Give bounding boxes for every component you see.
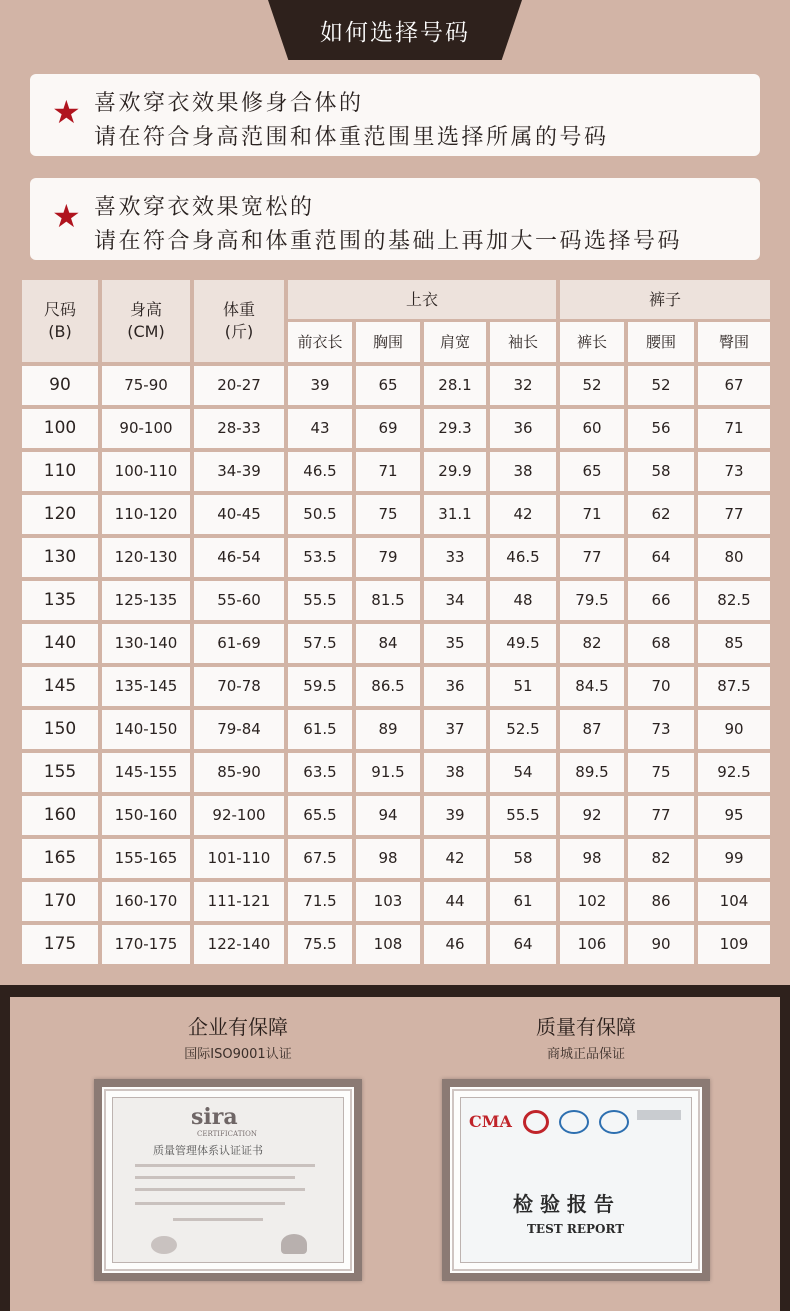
table-cell: 108 [356, 925, 420, 964]
table-cell: 110-120 [102, 495, 190, 534]
table-cell: 75 [356, 495, 420, 534]
header-pants: 裤子 [560, 280, 770, 319]
table-cell: 111-121 [194, 882, 284, 921]
ilac-logo-icon [559, 1110, 589, 1134]
size-cell: 90 [22, 366, 98, 405]
table-cell: 122-140 [194, 925, 284, 964]
table-cell: 82.5 [698, 581, 770, 620]
table-cell: 81.5 [356, 581, 420, 620]
table-cell: 94 [356, 796, 420, 835]
guarantee-section [0, 985, 790, 1311]
table-cell: 103 [356, 882, 420, 921]
table-cell: 155-165 [102, 839, 190, 878]
table-cell: 95 [698, 796, 770, 835]
table-cell: 43 [288, 409, 352, 448]
table-cell: 79 [356, 538, 420, 577]
table-cell: 130-140 [102, 624, 190, 663]
table-cell: 82 [560, 624, 624, 663]
table-cell: 87 [560, 710, 624, 749]
table-cell: 104 [698, 882, 770, 921]
table-cell: 90-100 [102, 409, 190, 448]
table-cell: 32 [490, 366, 556, 405]
header-weight: 体重 (斤) [194, 280, 284, 362]
table-cell: 46-54 [194, 538, 284, 577]
table-cell: 98 [356, 839, 420, 878]
table-cell: 71 [356, 452, 420, 491]
cert-logo: CMA [469, 1112, 512, 1131]
size-cell: 100 [22, 409, 98, 448]
size-cell: 145 [22, 667, 98, 706]
table-cell: 90 [628, 925, 694, 964]
table-cell: 140-150 [102, 710, 190, 749]
table-cell: 92.5 [698, 753, 770, 792]
table-cell: 65 [560, 452, 624, 491]
table-cell: 44 [424, 882, 486, 921]
table-cell: 170-175 [102, 925, 190, 964]
table-cell: 77 [628, 796, 694, 835]
table-cell: 77 [560, 538, 624, 577]
table-cell: 58 [628, 452, 694, 491]
table-cell: 64 [628, 538, 694, 577]
table-cell: 46.5 [490, 538, 556, 577]
table-cell: 92-100 [194, 796, 284, 835]
table-cell: 75-90 [102, 366, 190, 405]
table-cell: 62 [628, 495, 694, 534]
guarantee-title: 质量有保障 [536, 1015, 636, 1039]
size-cell: 175 [22, 925, 98, 964]
table-cell: 67 [698, 366, 770, 405]
subheader-cell: 胸围 [356, 322, 420, 362]
table-cell: 66 [628, 581, 694, 620]
note-line: 喜欢穿衣效果修身合体的 [94, 91, 364, 116]
table-cell: 82 [628, 839, 694, 878]
table-cell: 40-45 [194, 495, 284, 534]
note-line: 请在符合身高范围和体重范围里选择所属的号码 [94, 125, 609, 150]
iso-certificate-image [94, 1079, 362, 1281]
subheader-cell: 裤长 [560, 322, 624, 362]
size-cell: 155 [22, 753, 98, 792]
size-cell: 130 [22, 538, 98, 577]
table-cell: 42 [424, 839, 486, 878]
table-cell: 29.3 [424, 409, 486, 448]
table-cell: 71 [698, 409, 770, 448]
table-cell: 69 [356, 409, 420, 448]
table-cell: 67.5 [288, 839, 352, 878]
size-cell: 170 [22, 882, 98, 921]
cert-logo: sira [191, 1104, 238, 1130]
test-report-image [442, 1079, 710, 1281]
size-cell: 135 [22, 581, 98, 620]
table-cell: 80 [698, 538, 770, 577]
table-cell: 50.5 [288, 495, 352, 534]
table-cell: 150-160 [102, 796, 190, 835]
table-cell: 70-78 [194, 667, 284, 706]
table-cell: 64 [490, 925, 556, 964]
table-cell: 37 [424, 710, 486, 749]
table-cell: 135-145 [102, 667, 190, 706]
table-cell: 31.1 [424, 495, 486, 534]
table-cell: 58 [490, 839, 556, 878]
table-cell: 53.5 [288, 538, 352, 577]
table-cell: 61 [490, 882, 556, 921]
table-cell: 57.5 [288, 624, 352, 663]
table-cell: 60 [560, 409, 624, 448]
table-cell: 34 [424, 581, 486, 620]
table-cell: 125-135 [102, 581, 190, 620]
table-cell: 75 [628, 753, 694, 792]
table-cell: 33 [424, 538, 486, 577]
star-icon: ★ [52, 197, 81, 235]
table-cell: 73 [698, 452, 770, 491]
cnas-logo-icon [599, 1110, 629, 1134]
table-cell: 70 [628, 667, 694, 706]
table-cell: 55.5 [288, 581, 352, 620]
guarantee-subtitle: 国际ISO9001认证 [184, 1047, 292, 1062]
table-cell: 89.5 [560, 753, 624, 792]
guarantee-title: 企业有保障 [188, 1015, 288, 1039]
table-cell: 84 [356, 624, 420, 663]
table-cell: 34-39 [194, 452, 284, 491]
table-cell: 90 [698, 710, 770, 749]
size-cell: 140 [22, 624, 98, 663]
cert-heading: 质量管理体系认证证书 [153, 1144, 263, 1157]
table-cell: 36 [490, 409, 556, 448]
cal-logo-icon [523, 1110, 549, 1134]
table-cell: 75.5 [288, 925, 352, 964]
header-size: 尺码 (B) [22, 280, 98, 362]
table-cell: 120-130 [102, 538, 190, 577]
table-cell: 101-110 [194, 839, 284, 878]
table-cell: 28-33 [194, 409, 284, 448]
table-cell: 39 [288, 366, 352, 405]
table-cell: 73 [628, 710, 694, 749]
table-cell: 49.5 [490, 624, 556, 663]
table-cell: 71.5 [288, 882, 352, 921]
header-height: 身高 (CM) [102, 280, 190, 362]
table-cell: 68 [628, 624, 694, 663]
size-cell: 165 [22, 839, 98, 878]
table-cell: 145-155 [102, 753, 190, 792]
table-cell: 65.5 [288, 796, 352, 835]
cert-sub: TEST REPORT [527, 1222, 625, 1236]
fit-note-loose [30, 178, 760, 260]
table-cell: 38 [490, 452, 556, 491]
table-cell: 55-60 [194, 581, 284, 620]
table-cell: 36 [424, 667, 486, 706]
table-cell: 160-170 [102, 882, 190, 921]
table-cell: 51 [490, 667, 556, 706]
table-cell: 61-69 [194, 624, 284, 663]
table-cell: 86 [628, 882, 694, 921]
table-cell: 79.5 [560, 581, 624, 620]
table-cell: 85 [698, 624, 770, 663]
subheader-cell: 袖长 [490, 322, 556, 362]
table-cell: 99 [698, 839, 770, 878]
note-line: 喜欢穿衣效果宽松的 [94, 195, 315, 220]
subheader-cell: 前衣长 [288, 322, 352, 362]
table-cell: 38 [424, 753, 486, 792]
size-cell: 160 [22, 796, 98, 835]
guarantee-subtitle: 商城正品保证 [546, 1047, 625, 1062]
table-cell: 84.5 [560, 667, 624, 706]
table-cell: 87.5 [698, 667, 770, 706]
table-cell: 52.5 [490, 710, 556, 749]
iaf-logo-icon [281, 1234, 307, 1254]
table-cell: 54 [490, 753, 556, 792]
table-cell: 52 [628, 366, 694, 405]
table-cell: 20-27 [194, 366, 284, 405]
size-cell: 110 [22, 452, 98, 491]
size-cell: 150 [22, 710, 98, 749]
table-cell: 89 [356, 710, 420, 749]
seal-icon [151, 1236, 177, 1254]
table-cell: 42 [490, 495, 556, 534]
table-cell: 52 [560, 366, 624, 405]
page-title: 如何选择号码 [320, 20, 470, 46]
table-cell: 85-90 [194, 753, 284, 792]
table-cell: 46.5 [288, 452, 352, 491]
table-cell: 91.5 [356, 753, 420, 792]
table-cell: 92 [560, 796, 624, 835]
cert-sub: CERTIFICATION [197, 1130, 257, 1138]
subheader-cell: 腰围 [628, 322, 694, 362]
cert-heading: 检 验 报 告 [513, 1192, 614, 1216]
table-cell: 61.5 [288, 710, 352, 749]
table-cell: 102 [560, 882, 624, 921]
table-cell: 109 [698, 925, 770, 964]
header-top: 上衣 [288, 280, 556, 319]
table-cell: 79-84 [194, 710, 284, 749]
table-cell: 28.1 [424, 366, 486, 405]
table-cell: 59.5 [288, 667, 352, 706]
table-cell: 100-110 [102, 452, 190, 491]
table-cell: 39 [424, 796, 486, 835]
guarantee-panel [10, 997, 780, 1311]
fit-note-slim [30, 74, 760, 156]
table-cell: 46 [424, 925, 486, 964]
subheader-cell: 臀围 [698, 322, 770, 362]
table-cell: 29.9 [424, 452, 486, 491]
table-cell: 63.5 [288, 753, 352, 792]
table-cell: 98 [560, 839, 624, 878]
note-line: 请在符合身高和体重范围的基础上再加大一码选择号码 [94, 229, 683, 254]
table-cell: 77 [698, 495, 770, 534]
table-cell: 71 [560, 495, 624, 534]
table-cell: 55.5 [490, 796, 556, 835]
table-cell: 106 [560, 925, 624, 964]
table-cell: 65 [356, 366, 420, 405]
table-cell: 86.5 [356, 667, 420, 706]
table-cell: 56 [628, 409, 694, 448]
table-cell: 48 [490, 581, 556, 620]
table-cell: 35 [424, 624, 486, 663]
subheader-cell: 肩宽 [424, 322, 486, 362]
size-cell: 120 [22, 495, 98, 534]
star-icon: ★ [52, 93, 81, 131]
